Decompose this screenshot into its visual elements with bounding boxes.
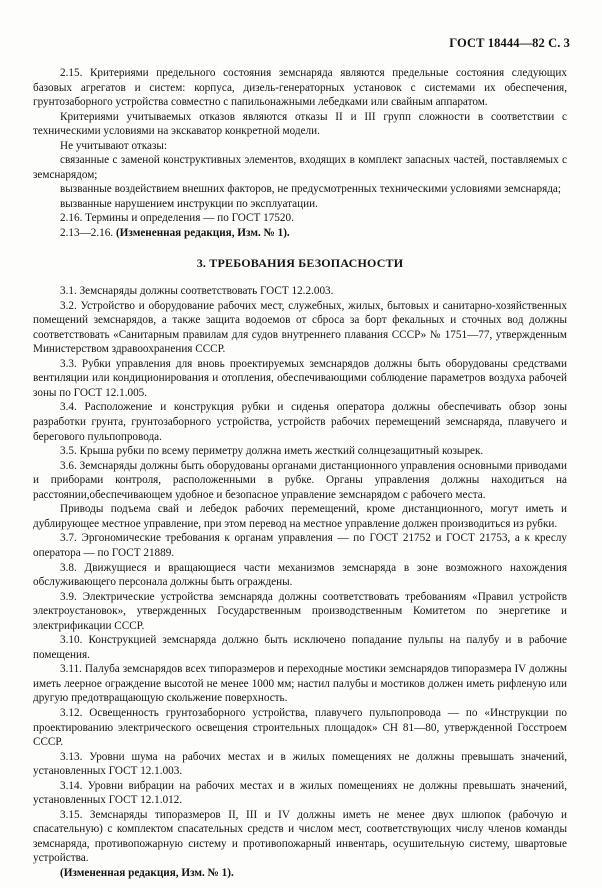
- paragraph-3-4: 3.4. Расположение и конструкция рубки и сиденья оператора должны обеспечивать обзор зоны разработки грунта, грунтозаборного устройства, устройств рабочих перемещений земснаряда, плавучего и берегового пульпопровода.: [33, 401, 567, 443]
- paragraph-2-15: 2.15. Критериями предельного состояния земснаряда являются предельные состояния следующих базовых агрегатов и систем: корпуса, дизель-генераторных установок с системами их обеспечения, грунтозаборного устройства совместно с папильонажными лебедками или свайным аппаратом.: [33, 67, 567, 109]
- paragraph-3-13: 3.13. Уровни шума на рабочих местах и в жилых помещениях не должны превышать значений, установленных ГОСТ 12.1.003.: [33, 750, 567, 778]
- paragraph-3-14: 3.14. Уровни вибрации на рабочих местах и в жилых помещениях не должны превышать значений, установленных ГОСТ 12.1.012.: [33, 779, 567, 807]
- paragraph-2-16: 2.16. Термины и определения — по ГОСТ 17520.: [60, 212, 294, 225]
- document-body: [33, 66, 567, 881]
- amendment-range: 2.13—2.16.: [60, 227, 114, 240]
- paragraph-not-counted: Не учитывают отказы:: [60, 139, 168, 152]
- paragraph-3-8: 3.8. Движущиеся и вращающиеся части механизмов земснаряда в зоне возможного нахождения обслуживающего персонала должны быть ограждены.: [33, 561, 567, 589]
- paragraph-3-3: 3.3. Рубки управления для вновь проектируемых земснарядов должны быть оборудованы средствами вентиляции или кондиционирования и отопления, обеспечивающими соблюдение параметров воздуха рабочей зоны по ГОСТ 12.1.005.: [33, 357, 567, 399]
- paragraph-3-6: 3.6. Земснаряды должны быть оборудованы органами дистанционного управления основными приводами и приборами контроля, расположенными в рубке. Органы управления должны находиться на расстоянии,обеспечивающем удобное и безопасное управление земснарядом с рабочего места.: [33, 459, 567, 501]
- paragraph-3-2: 3.2. Устройство и оборудование рабочих мест, служебных, жилых, бытовых и санитарно-хозяйственных помещений земснарядов, а также защита водоемов от сброса за борт фекальных и сточных вод должны соответствовать «Санитарным правилам для судов внутреннего плавания СССР» № 1751—77, утвержденным Министерством здравоохранения СССР.: [33, 299, 567, 356]
- paragraph-3-5: 3.5. Крыша рубки по всему периметру должна иметь жесткий солнцезащитный козырек.: [60, 445, 484, 458]
- paragraph-exclusion-1: связанные с заменой конструктивных элементов, входящих в комплект запасных частей, поставляемых с земснарядом;: [33, 154, 567, 181]
- amendment-note-1: [33, 226, 567, 241]
- paragraph-3-12: 3.12. Освещенность грунтозаборного устройства, плавучего пульпопровода — по «Инструкции по проектированию электрического освещения строительных площадок» СН 81—80, утвержденной Госстроем СССР.: [33, 706, 567, 749]
- amendment-text: (Измененная редакция, Изм. № 1).: [115, 227, 290, 240]
- paragraph-3-9: 3.9. Электрические устройства земснаряда должны соответствовать требованиям «Правил устройств электроустановок», утвержденных Государственным производственным Комитетом по энергетике и электрификации СССР.: [33, 590, 567, 632]
- paragraph-3-1: 3.1. Земснаряды должны соответствовать ГОСТ 12.2.003.: [60, 285, 334, 298]
- paragraph-3-11: 3.11. Палуба земснарядов всех типоразмеров и переходные мостики земснарядов типоразмера IV должны иметь леерное ограждение высотой не менее 1000 мм; настил палубы и мостиков должен иметь рифленую или другую предотвращающую скольжение поверхность.: [33, 663, 567, 705]
- section-title: 3. ТРЕБОВАНИЯ БЕЗОПАСНОСТИ: [196, 255, 404, 270]
- paragraph-exclusion-3: вызванные нарушением инструкции по эксплуатации.: [60, 197, 318, 210]
- paragraph-3-6-drives: Приводы подъема свай и лебедок рабочих перемещений, кроме дистанционного, могут иметь и дублирующее местное управление, при этом перевод на местное управление должен производиться из рубки.: [33, 503, 567, 530]
- paragraph-3-15: 3.15. Земснаряды типоразмеров II, III и IV должны иметь не менее двух шлюпок (рабочую и спасательную) с комплектом спасательных средств и числом мест, соответствующих числу членов команды земснаряда, противопожарную систему и противопожарный инвентарь, осушительную систему, швартовые устройства.: [33, 808, 567, 865]
- paragraph-3-10: 3.10. Конструкцией земснаряда должно быть исключено попадание пульпы на палубу и в рабочие помещения.: [33, 634, 567, 661]
- page-header: ГОСТ 18444—82 С. 3: [449, 36, 570, 50]
- paragraph-3-7: 3.7. Эргономические требования к органам управления — по ГОСТ 21752 и ГОСТ 21753, а к креслу оператора — по ГОСТ 21889.: [33, 532, 567, 559]
- paragraph-exclusion-2: вызванные воздействием внешних факторов, не предусмотренных техническими условиями земснаряда;: [60, 183, 562, 196]
- amendment-note-2: (Измененная редакция, Изм. № 1).: [60, 866, 234, 879]
- paragraph-failure-criteria: Критериями учитываемых отказов являются отказы II и III групп сложности в соответствии с техническими условиями на экскаватор конкретной модели.: [33, 110, 567, 138]
